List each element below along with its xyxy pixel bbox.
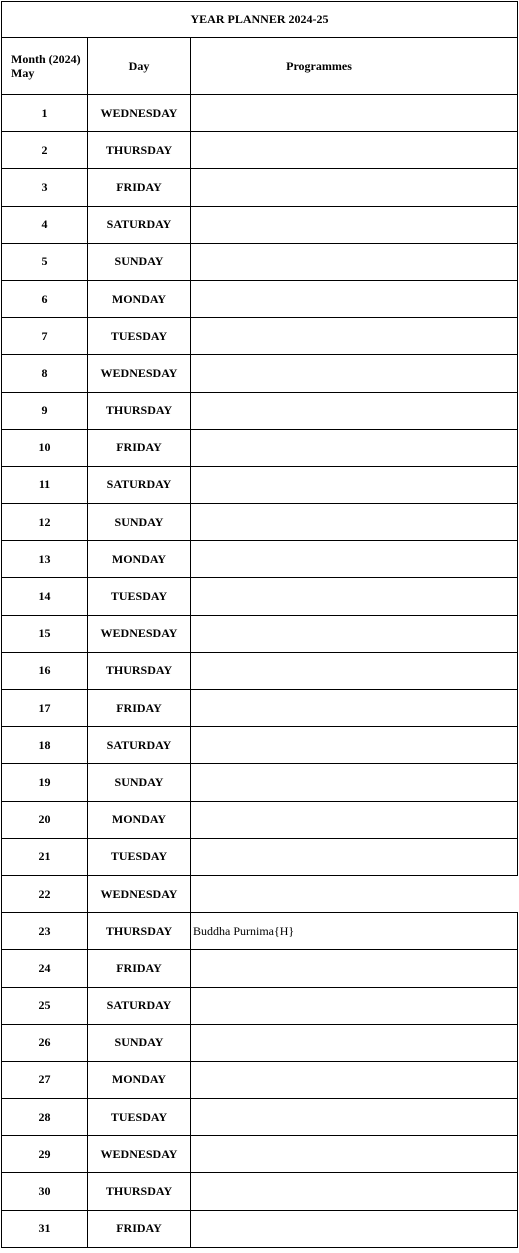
programme-cell <box>190 206 518 244</box>
table-row <box>1 875 518 913</box>
table-row <box>1 689 518 727</box>
table-row <box>1 243 518 281</box>
table-row <box>1 392 518 430</box>
day-cell: SATURDAY <box>87 466 191 504</box>
date-cell: 9 <box>1 392 88 430</box>
day-cell: THURSDAY <box>87 652 191 690</box>
day-cell: MONDAY <box>87 1061 191 1099</box>
date-cell: 6 <box>1 280 88 318</box>
programme-cell <box>190 429 518 467</box>
day-cell: WEDNESDAY <box>87 94 191 132</box>
table-row <box>1 801 518 839</box>
programme-cell <box>190 1135 518 1173</box>
table-row <box>1 763 518 801</box>
day-cell: SATURDAY <box>87 987 191 1025</box>
day-cell: FRIDAY <box>87 168 191 206</box>
day-cell: TUESDAY <box>87 577 191 615</box>
programme-cell <box>190 949 518 987</box>
table-row <box>1 1135 518 1173</box>
date-cell: 28 <box>1 1098 88 1136</box>
programme-cell <box>190 392 518 430</box>
programme-cell <box>190 652 518 690</box>
table-row <box>1 317 518 355</box>
table-row <box>1 1098 518 1136</box>
programmes-column-header: Programmes <box>190 37 518 95</box>
programme-cell <box>190 1061 518 1099</box>
table-row <box>1 615 518 653</box>
table-row <box>1 949 518 987</box>
date-cell: 19 <box>1 763 88 801</box>
date-cell: 11 <box>1 466 88 504</box>
table-row <box>1 280 518 318</box>
programme-cell <box>190 317 518 355</box>
month-column-header: Month (2024) May <box>1 37 88 95</box>
day-cell: FRIDAY <box>87 429 191 467</box>
date-cell: 13 <box>1 540 88 578</box>
day-cell: THURSDAY <box>87 1172 191 1210</box>
date-cell: 20 <box>1 801 88 839</box>
date-cell: 15 <box>1 615 88 653</box>
date-cell: 27 <box>1 1061 88 1099</box>
table-row <box>1 1210 518 1248</box>
programme-cell <box>190 1098 518 1136</box>
day-cell: THURSDAY <box>87 392 191 430</box>
date-cell: 4 <box>1 206 88 244</box>
table-row <box>1 652 518 690</box>
day-column-header: Day <box>87 37 191 95</box>
date-cell: 30 <box>1 1172 88 1210</box>
programme-cell <box>190 577 518 615</box>
programme-cell <box>190 726 518 764</box>
date-cell: 3 <box>1 168 88 206</box>
date-cell: 18 <box>1 726 88 764</box>
date-cell: 5 <box>1 243 88 281</box>
programme-cell <box>190 1024 518 1062</box>
table-row <box>1 540 518 578</box>
table-row <box>1 987 518 1025</box>
programme-cell <box>190 540 518 578</box>
table-row <box>1 354 518 392</box>
programme-cell <box>190 243 518 281</box>
programme-cell <box>190 987 518 1025</box>
date-cell: 14 <box>1 577 88 615</box>
day-cell: SATURDAY <box>87 726 191 764</box>
date-cell: 23 <box>1 912 88 950</box>
day-cell: THURSDAY <box>87 131 191 169</box>
programme-cell <box>190 94 518 132</box>
date-cell: 22 <box>1 875 88 913</box>
day-cell: WEDNESDAY <box>87 354 191 392</box>
programme-cell <box>190 354 518 392</box>
table-row <box>1 577 518 615</box>
date-cell: 25 <box>1 987 88 1025</box>
table-row <box>1 838 518 876</box>
programme-cell <box>190 503 518 541</box>
day-cell: TUESDAY <box>87 838 191 876</box>
table-row <box>1 206 518 244</box>
programme-cell <box>190 131 518 169</box>
day-cell: SUNDAY <box>87 763 191 801</box>
table-row <box>1 466 518 504</box>
table-row <box>1 1172 518 1210</box>
day-cell: FRIDAY <box>87 949 191 987</box>
date-cell: 7 <box>1 317 88 355</box>
date-cell: 21 <box>1 838 88 876</box>
day-cell: MONDAY <box>87 801 191 839</box>
day-cell: SUNDAY <box>87 503 191 541</box>
table-row <box>1 1061 518 1099</box>
date-cell: 1 <box>1 94 88 132</box>
day-cell: MONDAY <box>87 540 191 578</box>
table-row <box>1 94 518 132</box>
table-row <box>1 503 518 541</box>
programme-cell <box>190 466 518 504</box>
day-cell: TUESDAY <box>87 317 191 355</box>
programme-cell <box>190 168 518 206</box>
programme-cell <box>190 689 518 727</box>
planner-rows <box>1 94 518 1248</box>
programme-cell <box>190 1172 518 1210</box>
programme-cell <box>190 1210 518 1248</box>
table-row <box>1 131 518 169</box>
programme-cell: Buddha Purnima{H} <box>190 912 518 950</box>
date-cell: 10 <box>1 429 88 467</box>
day-cell: WEDNESDAY <box>87 615 191 653</box>
table-row <box>1 168 518 206</box>
day-cell: FRIDAY <box>87 689 191 727</box>
date-cell: 8 <box>1 354 88 392</box>
planner-title: YEAR PLANNER 2024-25 <box>1 1 518 38</box>
table-row <box>1 726 518 764</box>
date-cell: 17 <box>1 689 88 727</box>
day-cell: THURSDAY <box>87 912 191 950</box>
date-cell: 31 <box>1 1210 88 1248</box>
date-cell: 24 <box>1 949 88 987</box>
date-cell: 16 <box>1 652 88 690</box>
day-cell: WEDNESDAY <box>87 875 191 913</box>
table-row <box>1 429 518 467</box>
table-row <box>1 1024 518 1062</box>
programme-cell <box>190 838 518 876</box>
header-row <box>1 37 518 95</box>
programme-cell <box>190 280 518 318</box>
day-cell: SATURDAY <box>87 206 191 244</box>
date-cell: 12 <box>1 503 88 541</box>
date-cell: 29 <box>1 1135 88 1173</box>
day-cell: SUNDAY <box>87 243 191 281</box>
day-cell: SUNDAY <box>87 1024 191 1062</box>
table-row <box>1 912 518 950</box>
programme-cell <box>190 763 518 801</box>
programme-cell <box>190 615 518 653</box>
day-cell: FRIDAY <box>87 1210 191 1248</box>
day-cell: TUESDAY <box>87 1098 191 1136</box>
programme-cell <box>190 801 518 839</box>
programme-cell <box>190 875 518 913</box>
day-cell: WEDNESDAY <box>87 1135 191 1173</box>
date-cell: 26 <box>1 1024 88 1062</box>
date-cell: 2 <box>1 131 88 169</box>
day-cell: MONDAY <box>87 280 191 318</box>
year-planner-table <box>1 1 518 1248</box>
